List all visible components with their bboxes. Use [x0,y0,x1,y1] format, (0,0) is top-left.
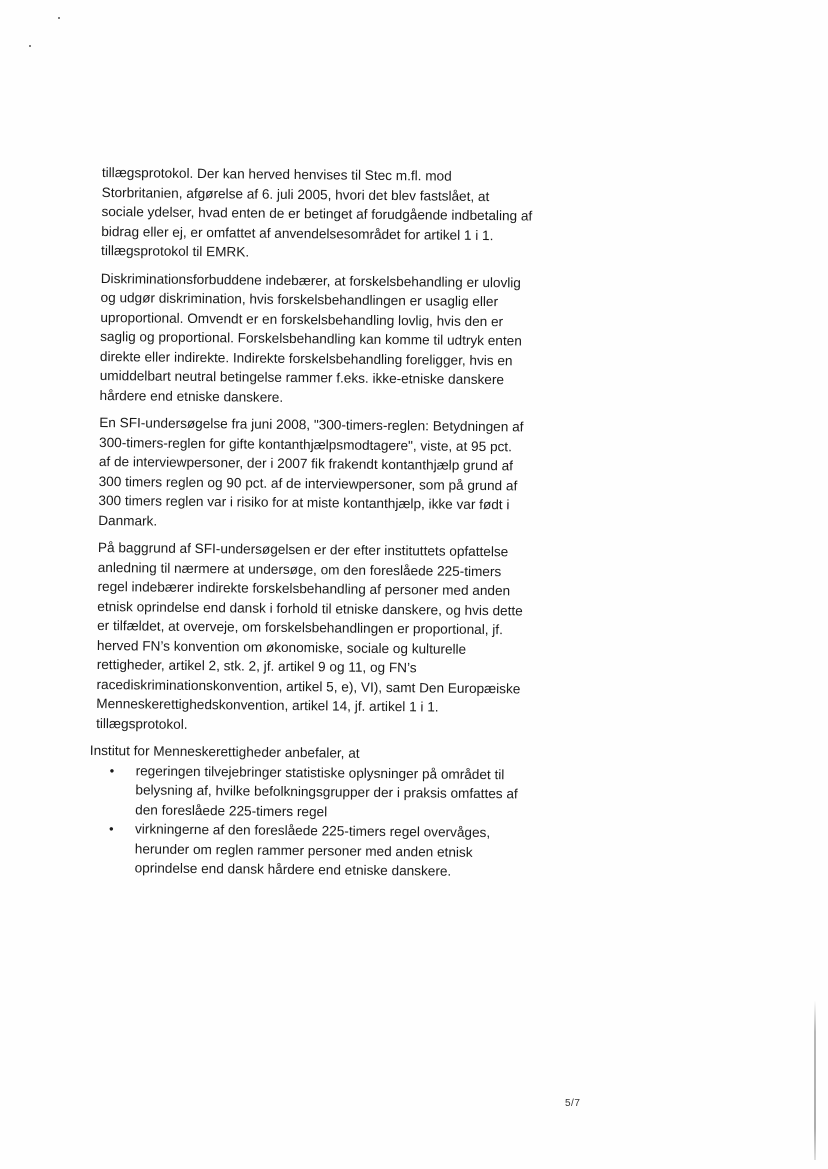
text-line: herunder om reglen rammer personer med anden etnisk [134,840,473,860]
paragraph-diskriminationsforbud [99,268,578,409]
paragraph-sfi-undersoegelse [98,413,577,535]
text-line: 300 timers reglen og 90 pct. af de interviewpersoner, som på grund af [98,473,518,493]
text-line: tillægsprotokol til EMRK. [101,242,250,260]
text-line: uproportional. Omvendt er en forskelsbehandling lovlig, hvis den er [100,309,504,329]
text-line: etnisk oprindelse end dansk i forhold til etniske danskere, og hvis dette [97,598,523,618]
list-item [109,819,574,882]
text-line: Menneskerettighedskonvention, artikel 14, jf. artikel 1 i 1. [96,695,439,715]
text-line: tillægsprotokol. Der kan herved henvises til Stec m.fl. mod [101,164,452,184]
text-line: er tilfældet, at overveje, om forskelsbehandlingen er proportional, jf. [97,617,503,638]
text-line: 300-timers-reglen for gifte kontanthjælpsmodtagere", viste, at 95 pct. [98,434,512,454]
text-line: 300 timers reglen var i risiko for at miste kontanthjælp, ikke var født i [98,492,510,513]
text-line: hårdere end etniske danskere. [99,387,284,405]
text-line: oprindelse end dansk hårdere end etniske danskere. [134,860,452,879]
recommendation-list [95,760,574,882]
text-line: virkningerne af den foreslåede 225-timers regel overvåges, [134,821,491,841]
text-line: rettigheder, artikel 2, stk. 2, jf. artikel 9 og 11, og FN’s [96,656,417,676]
text-line: bidrag eller ej, er omfattet af anvendelsesområdet for artikel 1 i 1. [101,223,494,243]
text-line: racediskriminationskonvention, artikel 5, e), VI), samt Den Europæiske [96,676,521,696]
scan-speck [29,45,31,47]
text-line: regeringen tilvejebringer statistiske oplysninger på området til [135,762,505,782]
list-item [109,761,574,824]
paragraph-paa-baggrund [96,538,576,738]
text-line: På baggrund af SFI-undersøgelsen er der efter instituttets opfattelse [97,539,509,560]
text-line: og udgør diskrimination, hvis forskelsbehandlingen er usaglig eller [100,289,499,310]
bullet-icon: • [108,821,114,837]
text-line: umiddelbart neutral betingelse rammer f.eks. ikke-etniske danskere [99,367,505,388]
text-line: regel indebærer indirekte forskelsbehandling af personer med anden [97,578,511,599]
text-line: sociale ydelser, hvad enten de er betinget af forudgående indbetaling af [101,203,533,224]
text-line: Storbritanien, afgørelse af 6. juli 2005, hvori det blev fastslået, at [101,184,490,204]
text-line: En SFI-undersøgelse fra juni 2008, "300-timers-reglen: Betydningen af [99,414,524,435]
scan-speck [58,17,60,19]
text-line: den foreslåede 225-timers regel [135,801,328,819]
text-line: saglig og proportional. Forskelsbehandling kan komme til udtryk enten [100,328,522,349]
page-number: 5/7 [565,1098,581,1109]
text-line: herved FN’s konvention om økonomiske, sociale og kulturelle [96,637,467,657]
text-line: af de interviewpersoner, der i 2007 fik frakendt kontanthjælp grund af [98,453,514,474]
document-body [89,163,580,882]
text-line: anledning til nærmere at undersøge, om den foreslåede 225-timers [97,559,502,579]
scan-edge-line [814,1000,816,1160]
text-line: Diskriminationsforbuddene indebærer, at forskelsbehandling er ulovlig [100,270,521,290]
text-line: tillægsprotokol. [96,715,188,732]
bullet-icon: • [109,762,115,778]
text-line: Institut for Menneskerettigheder anbefaler, at [89,742,360,761]
text-line: Danmark. [98,512,158,529]
text-line: belysning af, hvilke befolkningsgrupper der i praksis omfattes af [135,782,518,802]
text-line: direkte eller indirekte. Indirekte forskelsbehandling foreligger, hvis en [99,348,513,368]
paragraph-tillaegsprotokol [101,163,580,266]
